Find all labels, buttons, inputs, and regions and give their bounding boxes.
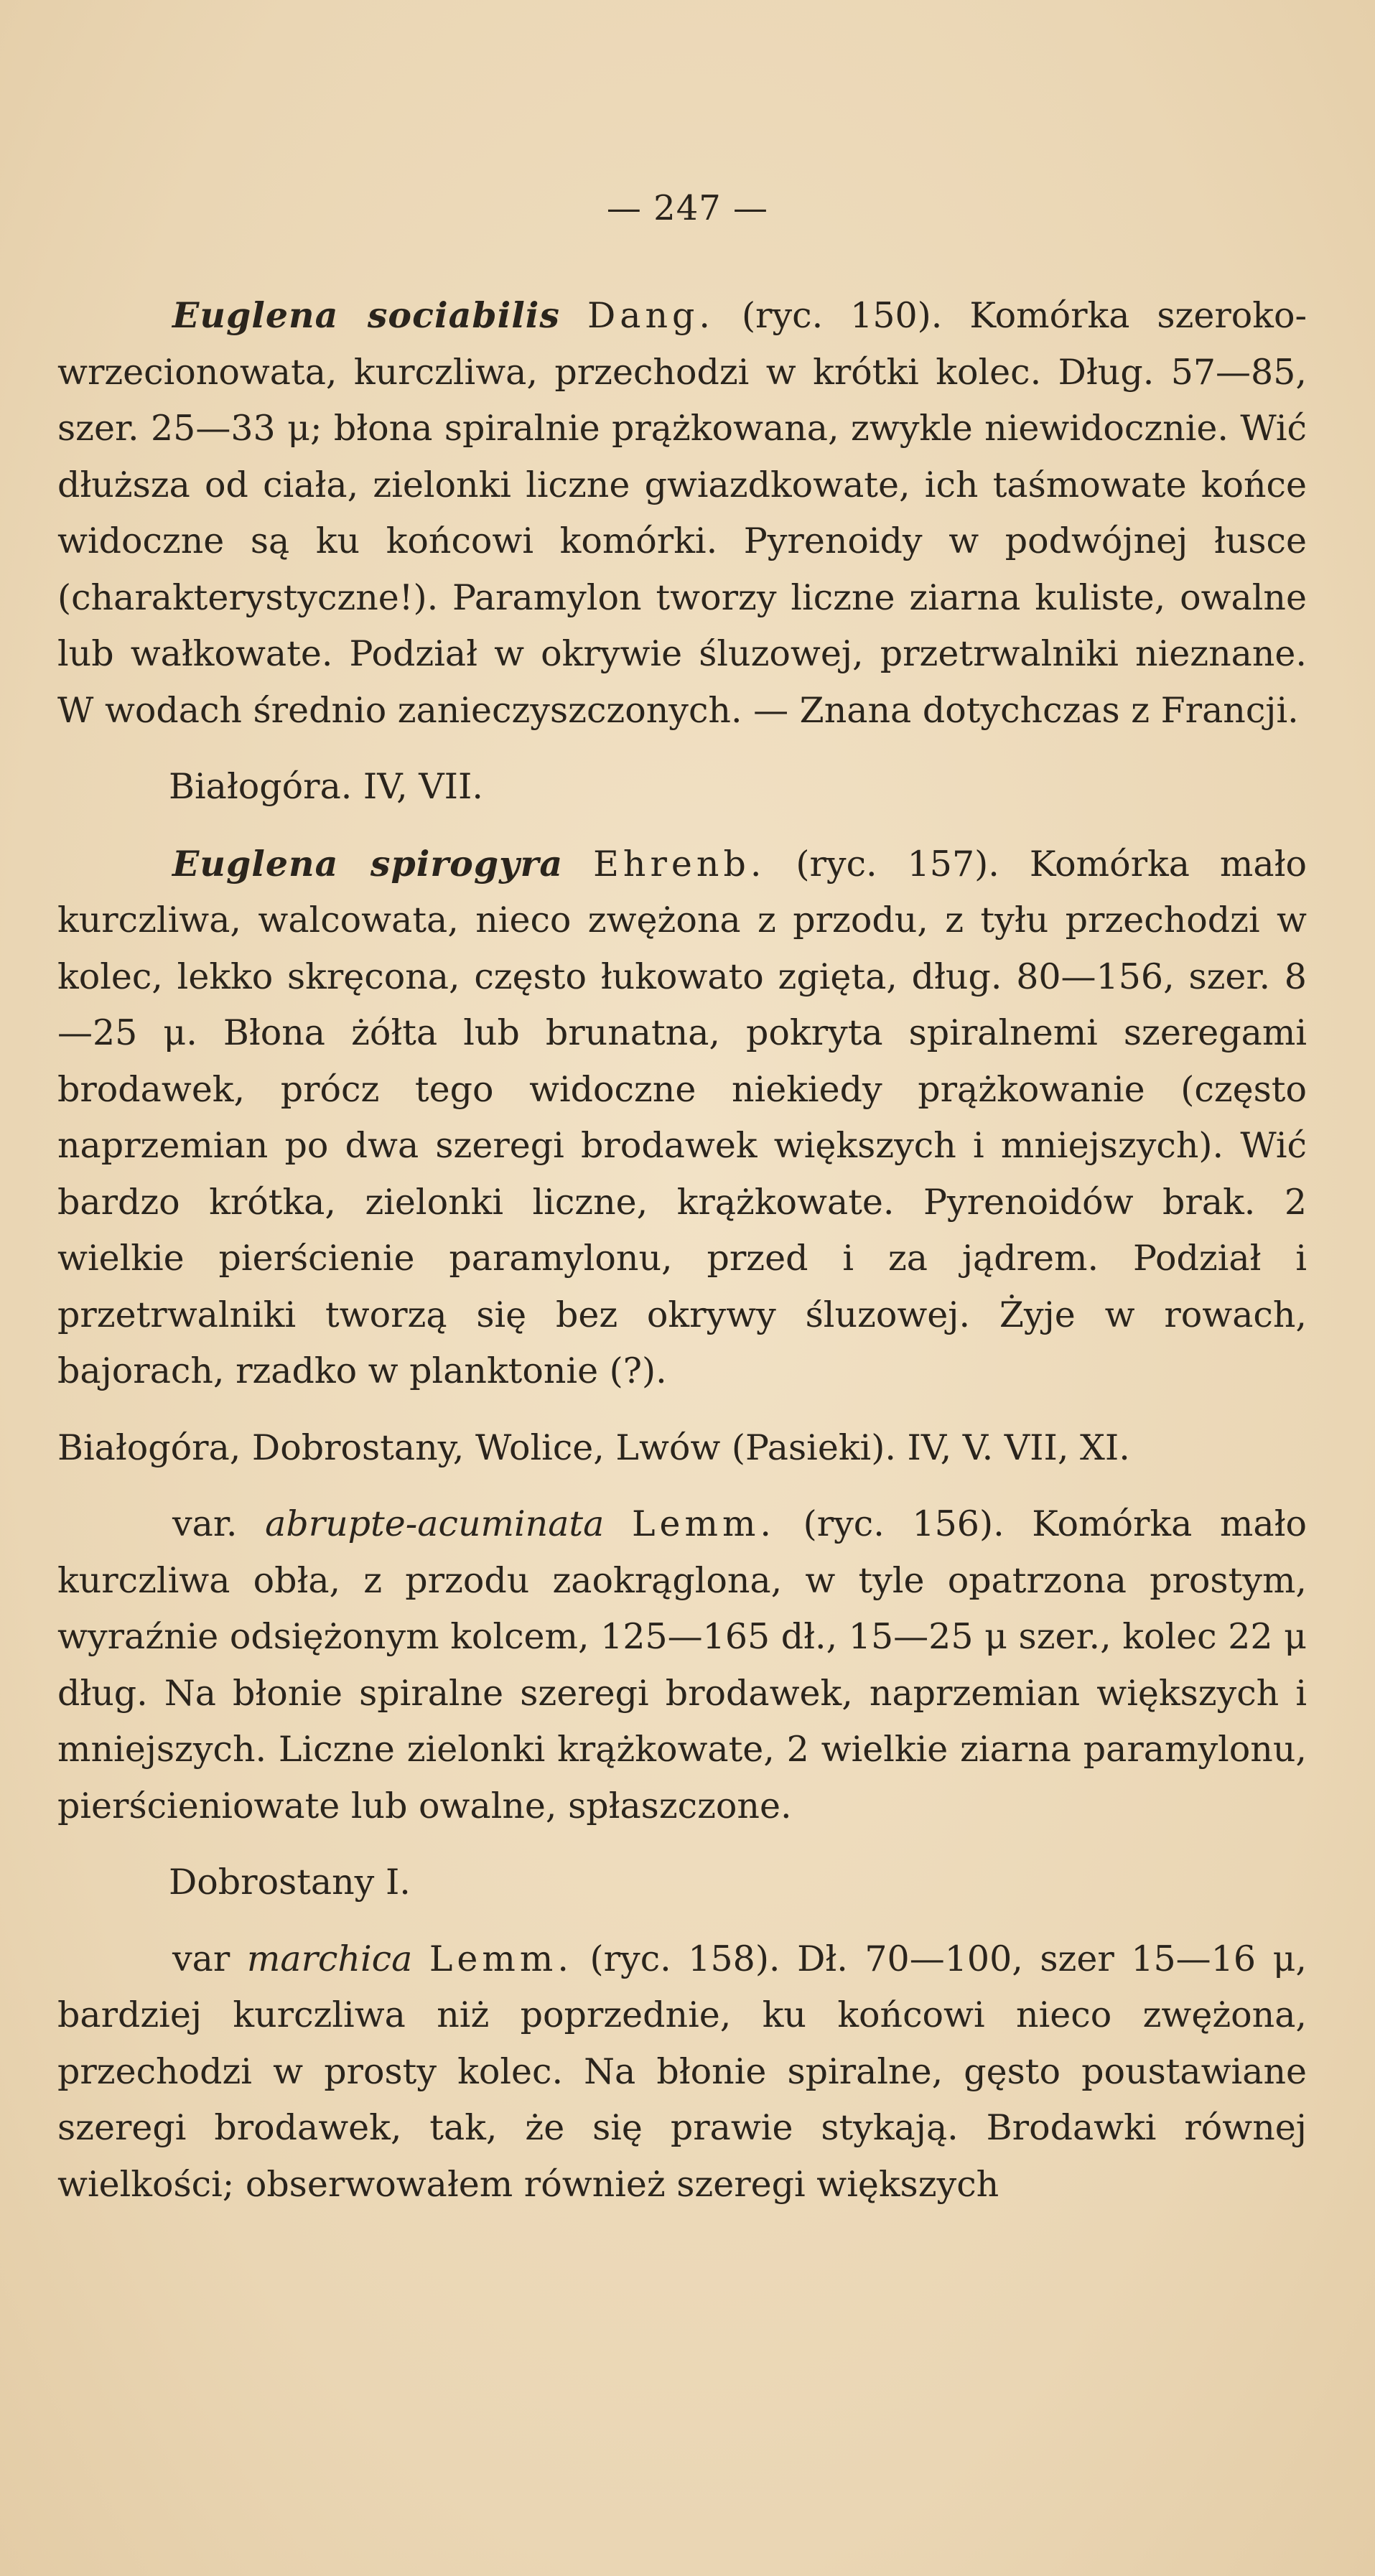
page-number: — 247 — [606, 188, 769, 228]
entry-euglena-spirogyra [57, 836, 1307, 1400]
entry-description: (ryc. 150). Komórka szeroko-wrzecionowata, kurczliwa, przechodzi w krótki kolec. Dług. 57—85, szer. 25—33 μ; błona spiralnie prążkowana, zwykle niewidocznie. Wić dłuższa od ciała, zielonki liczne gwiazdkowate, ich taśmowate końce widoczne są ku końcowi komórki. Pyrenoidy w podwójnej łusce (charakterystyczne!). Paramylon tworzy liczne ziarna kuliste, owalne lub wałkowate. Podział w okrywie śluzowej, przetrwalniki nieznane. W wodach średnio zanieczyszczonych. — Znana dotychczas z Francji. [57, 295, 1308, 731]
entry-description: (ryc. 156). Komórka mało kurczliwa obła, z przodu zaokrąglona, w tyle opatrzona prostym, wyraźnie odsiężonym kolcem, 125—165 dł., 15—25 μ szer., kolec 22 μ dług. Na błonie spiralne szeregi brodawek, naprzemian większych i mniejszych. Liczne zielonki krążkowate, 2 wielkie ziarna paramylonu, pierścieniowate lub owalne, spłaszczone. [57, 1503, 1307, 1826]
variety-authority: Lemm. [429, 1938, 573, 1979]
variety-authority: Lemm. [631, 1503, 775, 1544]
species-authority: Ehrenb. [593, 843, 766, 885]
variety-name: abrupte-acuminata [265, 1503, 605, 1544]
entry-description: (ryc. 158). Dł. 70—100, szer 15—16 μ, bardziej kurczliwa niż poprzednie, ku końcowi nieco zwężona, przechodzi w prosty kolec. Na błonie spiralne, gęsto poustawiane szeregi brodawek, tak, że się prawie stykają. Brodawki równej wielkości; obserwowałem również szeregi większych [57, 1938, 1307, 2205]
text-block [57, 287, 1307, 2213]
variety-prefix: var [172, 1938, 247, 1979]
entry-euglena-sociabilis [57, 287, 1307, 739]
locality-line: Dobrostany I. [169, 1862, 411, 1903]
species-authority: Dang. [587, 295, 714, 336]
locality-line: Białogóra, Dobrostany, Wolice, Lwów (Pasieki). IV, V. VII, XI. [57, 1427, 1130, 1468]
locality-line: Białogóra. IV, VII. [169, 766, 483, 807]
species-name: Euglena spirogyra [172, 842, 564, 885]
entry-var-marchica [57, 1931, 1307, 2213]
entry-var-abrupte-acuminata [57, 1496, 1307, 1834]
variety-name: marchica [246, 1938, 413, 1979]
variety-prefix: var. [172, 1503, 266, 1544]
entry-description: (ryc. 157). Komórka mało kurczliwa, walcowata, nieco zwężona z przodu, z tyłu przechodzi w kolec, lekko skręcona, często łukowato zgięta, dług. 80—156, szer. 8—25 μ. Błona żółta lub brunatna, pokryta spiralnemi szeregami brodawek, prócz tego widoczne niekiedy prążkowanie (często naprzemian po dwa szeregi brodawek większych i mniejszych). Wić bardzo krótka, zielonki liczne, krążkowate. Pyrenoidów brak. 2 wielkie pierścienie paramylonu, przed i za jądrem. Podział i przetrwalniki tworzą się bez okrywy śluzowej. Żyje w rowach, bajorach, rzadko w planktonie (?). [57, 843, 1307, 1391]
species-name: Euglena sociabilis [172, 294, 561, 336]
